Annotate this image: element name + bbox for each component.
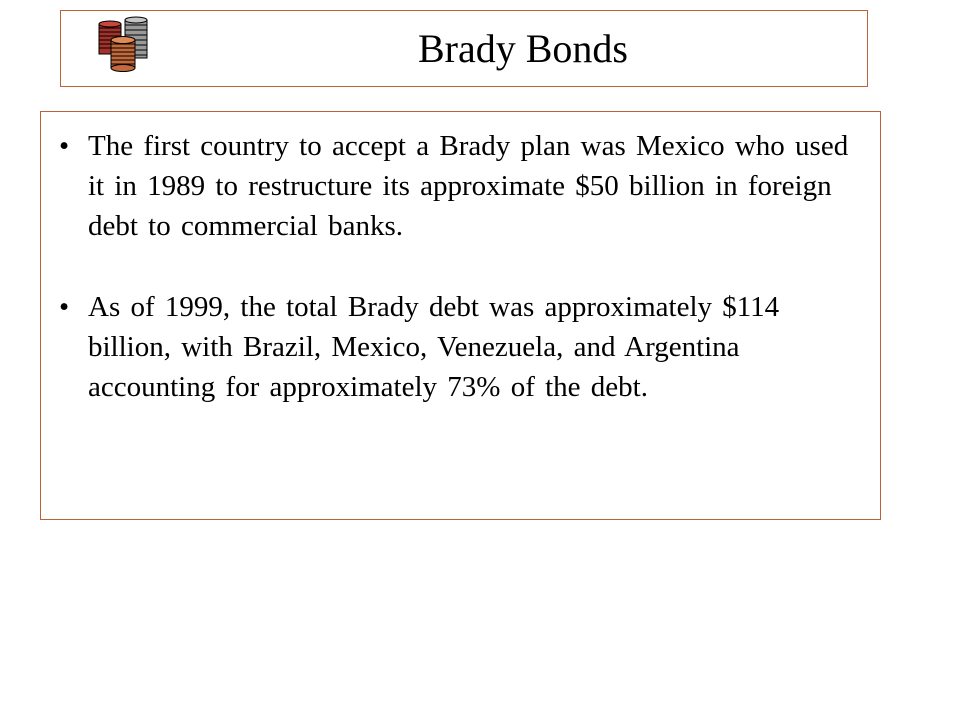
content-box bbox=[40, 111, 881, 520]
bullet-item bbox=[41, 287, 880, 407]
bullet-dot-icon: • bbox=[59, 130, 70, 162]
bullet-text: As of 1999, the total Brady debt was approximately $114 billion, with Brazil, Mexico, Venezuela, and Argentina accounting for approximately 73% of the debt. bbox=[88, 291, 780, 403]
title-box bbox=[60, 10, 868, 87]
bullet-text: The first country to accept a Brady plan was Mexico who used it in 1989 to restructure its approximate $50 billion in foreign debt to commercial banks. bbox=[88, 130, 849, 242]
slide-title: Brady Bonds bbox=[418, 26, 628, 71]
bullet-list bbox=[41, 126, 880, 407]
bullet-item bbox=[41, 126, 880, 246]
bullet-dot-icon: • bbox=[59, 291, 70, 323]
